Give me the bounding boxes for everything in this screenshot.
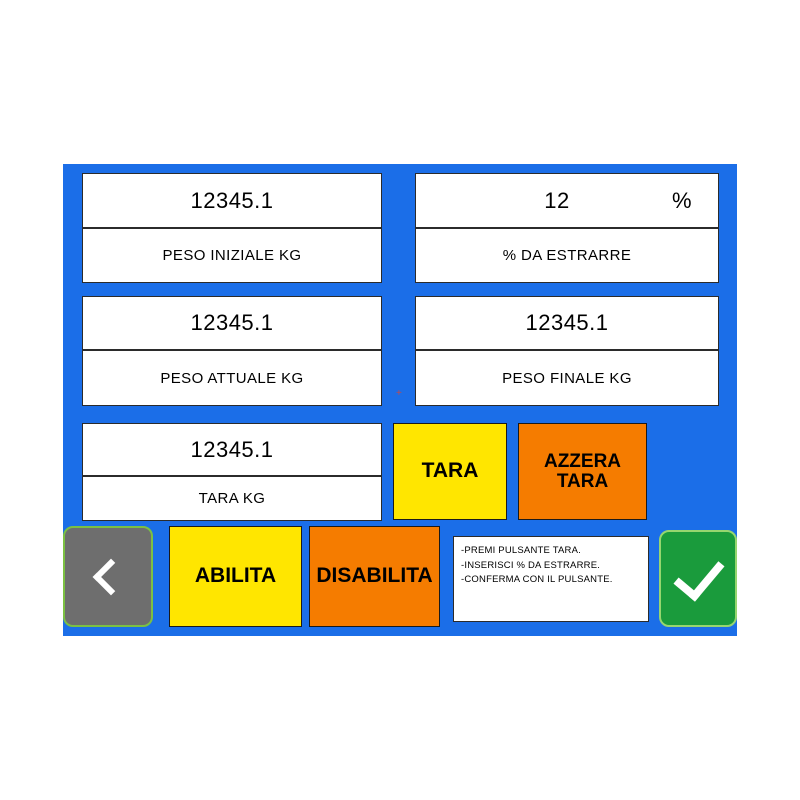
decorative-mark: + [396, 388, 402, 399]
percentuale-da-estrarre-value-row[interactable] [415, 173, 719, 228]
tara-button[interactable]: TARA [393, 423, 507, 520]
tara-label: TARA KG [82, 476, 382, 521]
azzera-tara-button[interactable] [518, 423, 647, 520]
chevron-left-icon [93, 558, 130, 595]
peso-finale-label: PESO FINALE KG [415, 350, 719, 406]
instructions-box [453, 536, 649, 622]
hmi-screen [63, 164, 737, 636]
peso-iniziale-value[interactable]: 12345.1 [82, 173, 382, 228]
percentuale-da-estrarre-value: 12 [544, 187, 570, 213]
azzera-tara-line1: AZZERA [543, 450, 622, 472]
percentuale-da-estrarre-label: % DA ESTRARRE [415, 228, 719, 283]
azzera-tara-line2: TARA [556, 470, 609, 492]
back-button[interactable] [63, 526, 153, 627]
peso-finale-value[interactable]: 12345.1 [415, 296, 719, 350]
tara-value[interactable]: 12345.1 [82, 423, 382, 476]
instruction-line-2: -INSERISCI % DA ESTRARRE. [461, 559, 601, 571]
abilita-button[interactable]: ABILITA [169, 526, 302, 627]
disabilita-button[interactable]: DISABILITA [309, 526, 440, 627]
percent-unit-label: % [671, 187, 692, 213]
check-icon [673, 548, 724, 601]
instruction-line-1: -PREMI PULSANTE TARA. [461, 545, 581, 556]
peso-attuale-value[interactable]: 12345.1 [82, 296, 382, 350]
peso-attuale-label: PESO ATTUALE KG [82, 350, 382, 406]
instruction-line-3: -CONFERMA CON IL PULSANTE. [461, 574, 613, 586]
peso-iniziale-label: PESO INIZIALE KG [82, 228, 382, 283]
confirm-button[interactable] [659, 530, 737, 627]
